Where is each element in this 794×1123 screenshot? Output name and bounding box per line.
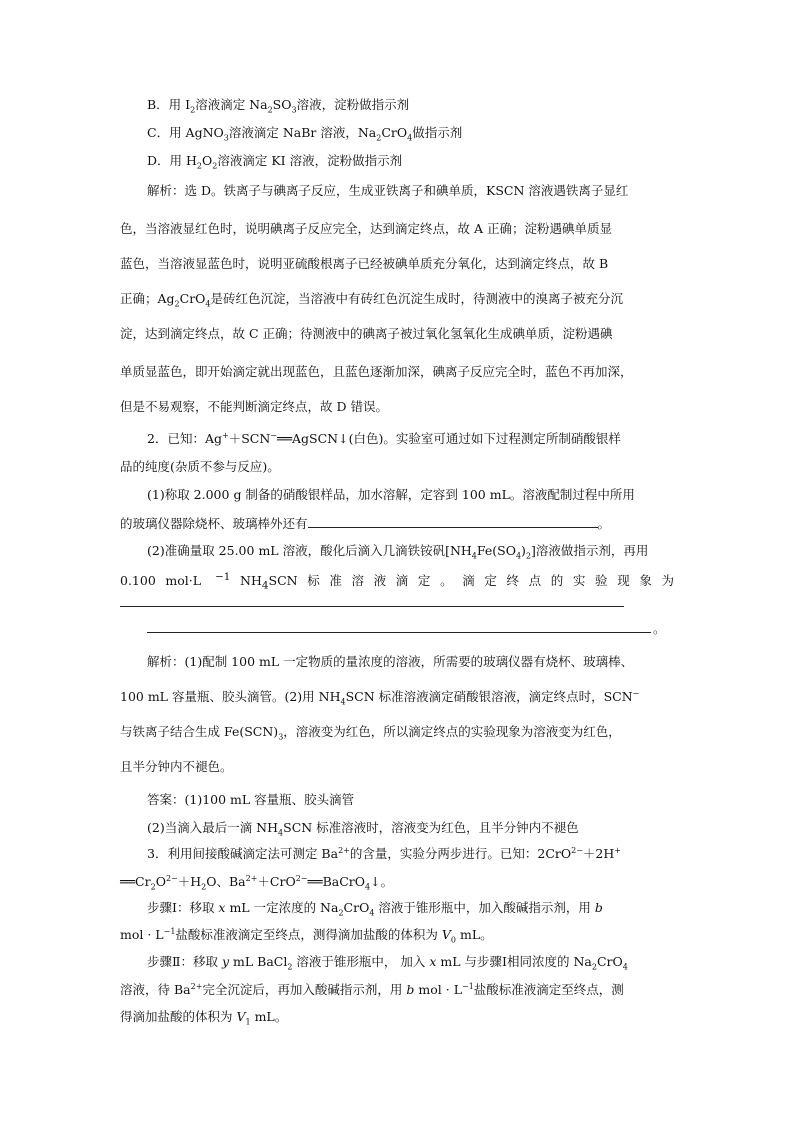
question-2-part-2-justified: 0.100 mol·L $^{-1}$ $NH_4SCN$ 标 准 溶 液 滴 定 。 滴 定 终 点 的 实 验 现 象 为 bbox=[120, 571, 674, 592]
question-2-stem: 品的纯度(杂质不参与反应)。 bbox=[120, 459, 280, 474]
answer-line[interactable] bbox=[120, 606, 624, 607]
answer-line-2: (2)当滴入最后一滴 $NH_4SCN$ 标准溶液时，溶液变为红色，且半分钟内不褪色 bbox=[147, 820, 579, 838]
analysis-1-line: 正确；$Ag_2CrO_4$是砖红色沉淀，当溶液中有砖红色沉淀生成时，待测液中的溴离子被充分沉 bbox=[120, 291, 624, 309]
option-d: D．用 $H_2O_2$溶液滴定 KI 溶液，淀粉做指示剂 bbox=[147, 153, 403, 171]
question-2-part-1: 的玻璃仪器除烧杯、玻璃棒外还有 。 bbox=[120, 516, 611, 531]
analysis-2-line: 解析：(1)配制 100 mL 一定物质的量浓度的溶液，所需要的玻璃仪器有烧杯、玻璃棒、 bbox=[147, 654, 634, 669]
answer-blank[interactable] bbox=[308, 515, 598, 528]
analysis-2-line: 100 mL 容量瓶、胶头滴管。(2)用 $NH_4SCN$ 标准溶液滴定硝酸银溶液，滴定终点时，SCN− bbox=[120, 688, 640, 707]
analysis-2-line: 且半分钟内不褪色。 bbox=[120, 759, 233, 774]
question-2-stem: 2．已知：Ag+＋SCN−══AgSCN↓(白色)。实验室可通过如下过程测定所制硝酸银样 bbox=[147, 430, 621, 446]
analysis-1-line: 蓝色，当溶液显蓝色时，说明亚硫酸根离子已经被碘单质充分氧化，达到滴定终点，故 B bbox=[120, 256, 609, 271]
step-2: 得滴加盐酸的体积为 $V_1$ mL。 bbox=[120, 1009, 288, 1027]
option-c: C．用 AgNO$_3$溶液滴定 NaBr 溶液，$Na_2CrO_4$做指示剂 bbox=[147, 125, 463, 143]
option-b: B．用 $I_2$溶液滴定 $Na_2SO_3$溶液，淀粉做指示剂 bbox=[147, 97, 410, 115]
analysis-1-line: 色，当溶液显红色时，说明碘离子反应完全，达到滴定终点，故 A 正确；淀粉遇碘单质显 bbox=[120, 221, 612, 236]
answer-line-1: 答案：(1)100 mL 容量瓶、胶头滴管 bbox=[147, 792, 355, 807]
analysis-1-line: 但是不易观察，不能判断滴定终点，故 D 错误。 bbox=[120, 399, 388, 414]
question-2-part-2: (2)准确量取 25.00 mL 溶液，酸化后滴入几滴铁铵矾$[NH_4Fe(SO_4)_2]$溶液做指示剂，再用 bbox=[147, 543, 649, 561]
question-3-stem: 3．利用间接酸碱滴定法可测定 $Ba^{2+}$的含量，实验分两步进行。已知：2CrO$^{2-}$＋2H+ bbox=[147, 845, 621, 861]
question-2-part-1: (1)称取 2.000 g 制备的硝酸银样品，加水溶解，定容到 100 mL。溶液配制过程中所用 bbox=[147, 487, 635, 502]
analysis-1-line: 淀，达到滴定终点，故 C 正确；待测液中的碘离子被过氧化氢氧化生成碘单质，淀粉遇碘 bbox=[120, 326, 613, 341]
analysis-2-line: 与铁离子结合生成 $Fe(SCN)_3$，溶液变为红色，所以滴定终点的实验现象为溶液变为红色， bbox=[120, 724, 621, 742]
step-2: 步骤Ⅱ：移取 y mL BaCl$_2$ 溶液于锥形瓶中， 加入 x mL 与步骤Ⅰ相同浓度的 $Na_2CrO_4$ bbox=[147, 954, 628, 972]
analysis-1-line: 单质显蓝色，即开始滴定就出现蓝色，且蓝色逐渐加深，碘离子反应完全时，蓝色不再加深， bbox=[120, 364, 633, 379]
answer-line[interactable] bbox=[147, 632, 651, 633]
step-1: 步骤Ⅰ：移取 x mL 一定浓度的 $Na_2CrO_4$ 溶液于锥形瓶中，加入酸碱指示剂，用 b bbox=[147, 900, 603, 918]
period-mark: 。 bbox=[653, 621, 666, 636]
question-3-equations: $══Cr_2O^{2-}+H_2O$、$Ba^{2+}+CrO^{2-}══BaCrO_4↓$。 bbox=[120, 873, 394, 892]
analysis-1-line: 解析：选 D。铁离子与碘离子反应，生成亚铁离子和碘单质，KSCN 溶液遇铁离子显红 bbox=[147, 183, 629, 198]
step-1: mol · $L^{-1}$盐酸标准液滴定至终点，测得滴加盐酸的体积为 $V_0$ mL。 bbox=[120, 926, 493, 945]
step-2: 溶液，待 $Ba^{2+}$完全沉淀后，再加入酸碱指示剂，用 b mol · $L^{-1}$盐酸标准液滴定至终点，测 bbox=[120, 981, 624, 997]
